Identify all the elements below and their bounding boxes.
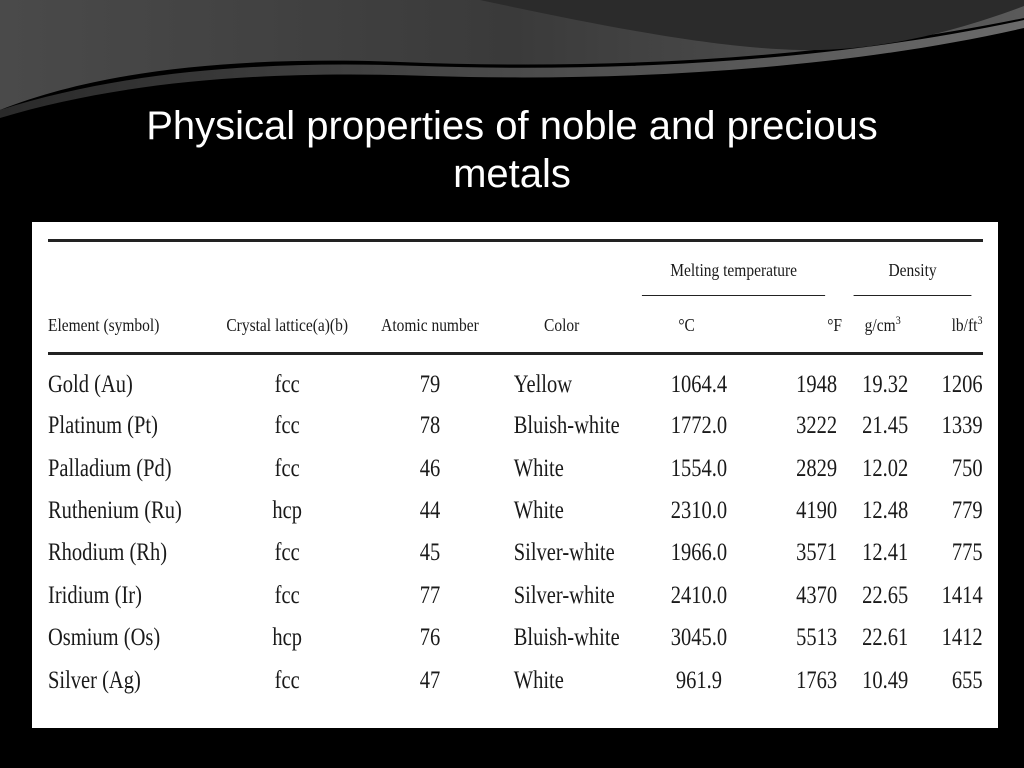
cell-atomic-number: 77 [420, 581, 441, 609]
group-header-row [48, 241, 983, 299]
cell-melting-celsius: 961.9 [675, 666, 722, 694]
cell-density-lb-ft3: 1414 [942, 581, 983, 609]
cell-color: Yellow [514, 371, 573, 398]
slide-title-line-1: Physical properties of noble and precious [146, 104, 878, 148]
slide-title [60, 102, 964, 198]
cell-density-lb-ft3: 1339 [942, 412, 983, 440]
cell-lattice: fcc [274, 666, 300, 694]
melting-temperature-header [640, 241, 827, 299]
g-cm3-exponent: 3 [895, 312, 901, 327]
cell-atomic-number: 79 [420, 371, 441, 398]
cell-melting-fahrenheit: 1948 [796, 371, 838, 398]
density-header [852, 241, 973, 299]
cell-density-g-cm3: 21.45 [862, 412, 909, 440]
cell-atomic-number: 76 [420, 624, 441, 652]
cell-element: Silver (Ag) [48, 666, 141, 694]
table-row [48, 490, 983, 532]
cell-density-g-cm3: 19.32 [862, 371, 909, 398]
cell-atomic-number: 47 [420, 666, 441, 694]
properties-table [48, 239, 983, 702]
cell-density-g-cm3: 12.02 [862, 454, 909, 482]
density-label: Density [888, 259, 937, 280]
cell-lattice: fcc [274, 581, 300, 609]
cell-lattice: hcp [272, 496, 303, 524]
cell-element: Osmium (Os) [48, 624, 161, 652]
cell-density-g-cm3: 12.48 [862, 496, 909, 524]
lb-ft3-base: lb/ft [952, 314, 978, 335]
cell-melting-celsius: 1554.0 [670, 454, 727, 482]
column-header-atomic-number: Atomic number [371, 298, 490, 354]
table-row [48, 354, 983, 406]
cell-lattice: fcc [274, 539, 300, 567]
cell-density-lb-ft3: 1206 [942, 371, 983, 398]
column-header-lb-ft3 [932, 298, 983, 354]
cell-melting-celsius: 1064.4 [670, 371, 727, 398]
cell-melting-celsius: 1966.0 [670, 539, 727, 567]
cell-color: White [514, 496, 565, 524]
table-row [48, 532, 983, 574]
group-header-spacer [88, 241, 584, 299]
cell-lattice: fcc [274, 371, 300, 398]
cell-lattice: fcc [274, 454, 300, 482]
table-body [48, 354, 983, 702]
slide-title-line-2: metals [453, 152, 571, 196]
cell-melting-fahrenheit: 3222 [796, 412, 838, 440]
table-row [48, 575, 983, 617]
cell-element: Palladium (Pd) [48, 454, 172, 482]
cell-color: Bluish-white [514, 412, 620, 440]
cell-element: Gold (Au) [48, 371, 133, 398]
table-row [48, 447, 983, 489]
cell-element: Platinum (Pt) [48, 412, 158, 440]
cell-lattice: hcp [272, 624, 303, 652]
cell-melting-fahrenheit: 3571 [796, 539, 838, 567]
column-header-color: Color [508, 298, 616, 354]
cell-melting-celsius: 3045.0 [670, 624, 727, 652]
cell-melting-celsius: 2410.0 [670, 581, 727, 609]
cell-melting-fahrenheit: 4370 [796, 581, 838, 609]
cell-density-lb-ft3: 750 [952, 454, 983, 482]
cell-color: Bluish-white [514, 624, 620, 652]
cell-element: Ruthenium (Ru) [48, 496, 182, 524]
table-row [48, 659, 983, 701]
cell-melting-fahrenheit: 4190 [796, 496, 838, 524]
cell-melting-fahrenheit: 1763 [796, 666, 838, 694]
cell-atomic-number: 46 [420, 454, 441, 482]
column-header-celsius: °C [633, 298, 739, 354]
cell-density-lb-ft3: 775 [952, 539, 983, 567]
cell-element: Rhodium (Rh) [48, 539, 168, 567]
cell-atomic-number: 45 [420, 539, 441, 567]
cell-color: White [514, 454, 565, 482]
table-panel [32, 222, 998, 728]
cell-density-g-cm3: 22.65 [862, 581, 909, 609]
cell-density-g-cm3: 12.41 [862, 539, 909, 567]
column-header-row [48, 298, 983, 354]
cell-density-g-cm3: 10.49 [862, 666, 909, 694]
cell-atomic-number: 78 [420, 412, 441, 440]
cell-melting-fahrenheit: 5513 [796, 624, 838, 652]
cell-color: Silver-white [514, 581, 615, 609]
cell-color: White [514, 666, 565, 694]
column-header-g-cm3 [848, 298, 918, 354]
g-cm3-base: g/cm [864, 314, 896, 335]
lb-ft3-exponent: 3 [977, 312, 983, 327]
cell-melting-celsius: 2310.0 [670, 496, 727, 524]
cell-color: Silver-white [514, 539, 615, 567]
table-row [48, 405, 983, 447]
cell-density-lb-ft3: 655 [952, 666, 983, 694]
column-header-lattice: Crystal lattice(a)(b) [223, 298, 351, 354]
cell-melting-celsius: 1772.0 [670, 412, 727, 440]
cell-density-g-cm3: 22.61 [862, 624, 909, 652]
cell-density-lb-ft3: 1412 [942, 624, 983, 652]
column-header-element: Element (symbol) [48, 298, 190, 354]
cell-element: Iridium (Ir) [48, 581, 142, 609]
cell-lattice: fcc [274, 412, 300, 440]
melting-temperature-rule [642, 295, 825, 296]
column-header-fahrenheit: °F [761, 298, 842, 354]
density-rule [854, 295, 972, 296]
cell-density-lb-ft3: 779 [952, 496, 983, 524]
cell-atomic-number: 44 [420, 496, 441, 524]
cell-melting-fahrenheit: 2829 [796, 454, 838, 482]
melting-temperature-label: Melting temperature [669, 259, 797, 280]
table-row [48, 617, 983, 659]
